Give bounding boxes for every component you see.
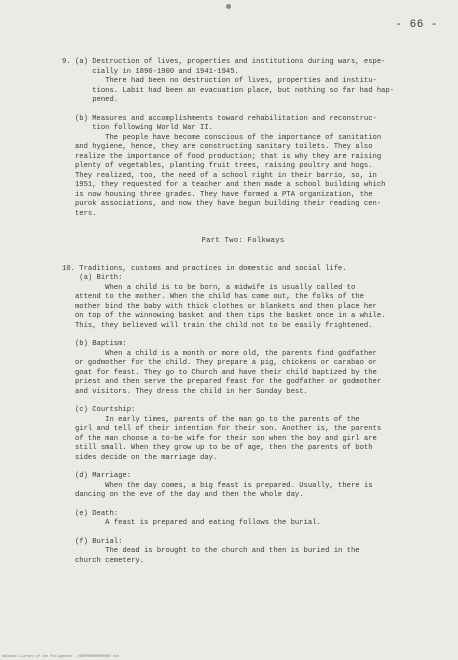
text-line: (a) Birth: — [62, 274, 123, 282]
document-body — [62, 58, 424, 566]
text-line: In early times, parents of the man go to the parents of the — [62, 415, 360, 424]
text-line: sides decide on the marriage day. — [62, 453, 218, 462]
text-line: of the man choose a to-be wife for their son when the boy and girl are — [62, 434, 377, 443]
text-line: on top of the winnowing basket and then tips the basket once in a while. — [62, 312, 386, 320]
footer-credit: National Library of the Philippines - HDSPRB0000000000 ccb — [2, 654, 119, 658]
text-line: church cemetery. — [62, 556, 144, 565]
text-line: ters. — [62, 209, 97, 218]
text-line: attend to the mother. When the child has come out, the folks of the — [62, 293, 364, 301]
text-line: The people have become conscious of the importance of sanitation — [62, 133, 382, 142]
item-9-b — [62, 115, 424, 220]
baptism-heading: (b) Baptism: — [62, 340, 127, 348]
text-line: girl and tell of their intention for their son. Another is, the parents — [62, 425, 382, 433]
text-line: A feast is prepared and eating follows the burial. — [62, 519, 321, 527]
text-line: When a child is a month or more old, the parents find godfather — [62, 349, 377, 358]
text-line: pened. — [62, 96, 119, 104]
text-line: tion following World War II. — [62, 124, 213, 132]
birth-text — [62, 284, 424, 332]
text-line: The dead is brought to the church and then is buried in the — [62, 547, 360, 555]
text-line: plenty of vegetables, planting fruit trees, raising poultry and hogs. — [62, 162, 373, 170]
death-text — [62, 519, 424, 529]
death-heading: (e) Death: — [62, 509, 119, 518]
text-line: and visitors. They dress the child in her Sunday best. — [62, 387, 308, 396]
text-line: There had been no destruction of lives, properties and institu- — [62, 77, 377, 85]
text-line: still small. When they grow up to be of age, then the parents of both — [62, 444, 373, 452]
text-line: When a child is to be born, a midwife is usually called to — [62, 283, 356, 292]
text-line: 1951, they requested for a teacher and then made a school building which — [62, 181, 386, 189]
courtship-heading: (c) Courtship: — [62, 406, 136, 414]
punch-hole — [226, 4, 231, 9]
text-line: They realized, too, the need of a school right in their barrio, so, in — [62, 171, 377, 180]
text-line: realize the importance of food production; that is why they are raising — [62, 152, 382, 161]
page-number: - 66 - — [395, 19, 438, 31]
item-9-a — [62, 58, 424, 106]
text-line: priest and then serve the prepared feast for the godfather or godmother — [62, 378, 382, 386]
text-line: tions. Labit had been an evacuation place, but nothing so far had hap- — [62, 86, 395, 95]
text-line: mother bind the baby with thick clothes or blankets and then place her — [62, 302, 377, 311]
part-two-heading: Part Two: Folkways — [201, 237, 285, 245]
text-line: and hygiene, hence, they are constructing sanitary toilets. They also — [62, 143, 373, 151]
text-line: goat for feast. They go to Church and have their child baptized by the — [62, 368, 377, 377]
courtship-text — [62, 416, 424, 464]
text-line: (b) Measures and accomplishments toward rehabilitation and reconstruc- — [62, 114, 377, 123]
text-line: 9. (a) Destruction of lives, properties and institutions during wars, espe- — [62, 58, 386, 66]
text-line: purok associations, and now they have begun building their reading cen- — [62, 200, 382, 208]
item-10-intro — [62, 265, 424, 284]
text-line: 10. Traditions, customs and practices in domestic and social life. — [62, 264, 347, 273]
burial-text — [62, 547, 424, 566]
text-line: When the day comes, a big feast is prepared. Usually, there is — [62, 481, 373, 490]
burial-heading: (f) Burial: — [62, 537, 123, 546]
baptism-text — [62, 350, 424, 398]
text-line: cially in 1896-1900 and 1941-1945. — [62, 67, 239, 76]
marriage-heading: (d) Marriage: — [62, 472, 132, 480]
text-line: dancing on the eve of the day and then the whole day. — [62, 491, 304, 499]
text-line: or godmother for the child. They prepare a pig, chickens or carabao or — [62, 359, 377, 367]
text-line: is now housing three grades. They have formed a PTA organization, the — [62, 190, 373, 199]
text-line: This, they believed will train the child not to be easily frightened. — [62, 321, 373, 330]
marriage-text — [62, 482, 424, 501]
